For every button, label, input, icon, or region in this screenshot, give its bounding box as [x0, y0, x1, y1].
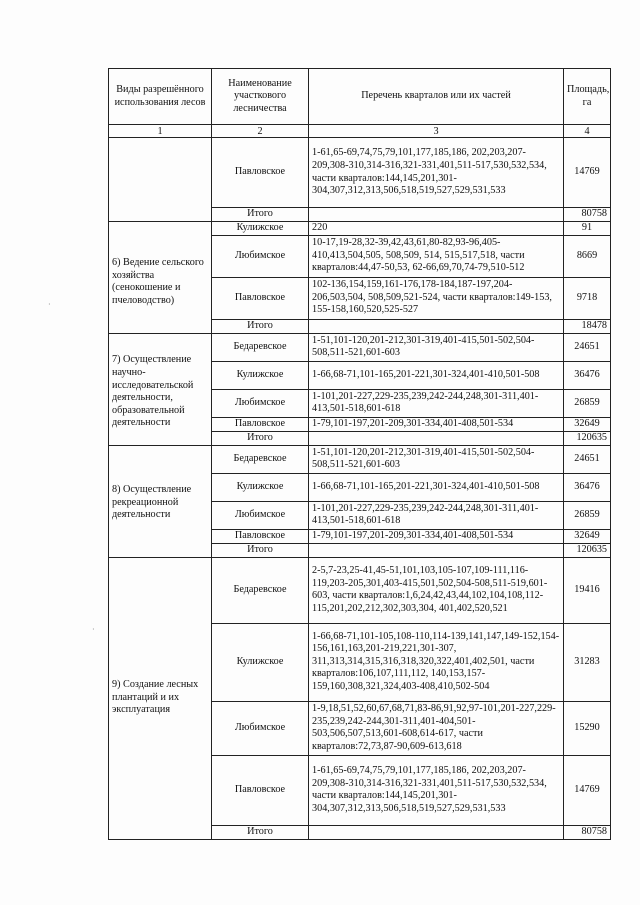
empty-cell — [309, 543, 564, 557]
area-value: 32649 — [564, 417, 611, 431]
use-type-cell: 7) Осуществление научно-исследовательской деятельности, образовательной деятельности — [109, 333, 212, 445]
area-value: 19416 — [564, 557, 611, 623]
area-value: 31283 — [564, 623, 611, 701]
area-value: 36476 — [564, 473, 611, 501]
quarter-list: 1-79,101-197,201-209,301-334,401-408,501-534 — [309, 529, 564, 543]
total-label: Итого — [212, 319, 309, 333]
quarter-list: 2-5,7-23,25-41,45-51,101,103,105-107,109-111,116-119,203-205,301,403-415,501,502,504-508,511-519,601-603, части кварталов:1,6,24,42,43,44,102,104,108,112-115,201,202,212,302,303,304, 401,402,520,521 — [309, 557, 564, 623]
forestry-name: Кулижское — [212, 222, 309, 236]
area-value: 26859 — [564, 501, 611, 529]
forestry-name: Кулижское — [212, 473, 309, 501]
use-type-cell: 8) Осуществление рекреационной деятельности — [109, 445, 212, 557]
total-value: 80758 — [564, 825, 611, 839]
area-value: 26859 — [564, 389, 611, 417]
use-type-cell — [109, 138, 212, 222]
quarter-list: 10-17,19-28,32-39,42,43,61,80-82,93-96,405-410,413,504,505, 508,509, 514, 515,517,518, части кварталов:44,47-50,53, 62-66,69,70,74-79,510-512 — [309, 235, 564, 277]
quarter-list: 1-61,65-69,74,75,79,101,177,185,186, 202,203,207-209,308-310,314-316,321-331,401,511-517,530,532,534, части кварталов:144,145,201,301-304,307,312,313,506,518,519,527,529,531,533 — [309, 755, 564, 825]
quarter-list: 1-66,68-71,101-165,201-221,301-324,401-410,501-508 — [309, 473, 564, 501]
area-value: 24651 — [564, 333, 611, 361]
forestry-name: Кулижское — [212, 623, 309, 701]
forestry-name: Бедаревское — [212, 445, 309, 473]
forestry-name: Кулижское — [212, 361, 309, 389]
scan-speck: · — [92, 625, 95, 634]
quarter-list: 1-61,65-69,74,75,79,101,177,185,186, 202,203,207-209,308-310,314-316,321-331,401,511-517,530,532,534, части кварталов:144,145,201,301-304,307,312,313,506,518,519,527,529,531,533 — [309, 138, 564, 208]
total-value: 80758 — [564, 208, 611, 222]
area-value: 91 — [564, 222, 611, 236]
forestry-name: Павловское — [212, 417, 309, 431]
table-row — [109, 222, 611, 236]
total-value: 120635 — [564, 431, 611, 445]
forestry-name: Бедаревское — [212, 333, 309, 361]
column-number: 3 — [309, 125, 564, 138]
header-quarters: Перечень кварталов или их частей — [309, 69, 564, 125]
table-row — [109, 445, 611, 473]
area-value: 9718 — [564, 277, 611, 319]
forestry-name: Павловское — [212, 529, 309, 543]
area-value: 24651 — [564, 445, 611, 473]
quarter-list: 1-66,68-71,101-165,201-221,301-324,401-410,501-508 — [309, 361, 564, 389]
total-value: 18478 — [564, 319, 611, 333]
column-number: 4 — [564, 125, 611, 138]
table-row — [109, 333, 611, 361]
forestry-name: Любимское — [212, 235, 309, 277]
table-row — [109, 138, 611, 208]
forestry-name: Любимское — [212, 389, 309, 417]
area-value: 15290 — [564, 701, 611, 755]
area-value: 14769 — [564, 138, 611, 208]
total-label: Итого — [212, 431, 309, 445]
quarter-list: 1-51,101-120,201-212,301-319,401-415,501-502,504-508,511-521,601-603 — [309, 333, 564, 361]
quarter-list: 220 — [309, 222, 564, 236]
quarter-list: 102-136,154,159,161-176,178-184,187-197,204-206,503,504, 508,509,521-524, части кварталов:149-153, 155-158,160,520,525-527 — [309, 277, 564, 319]
quarter-list: 1-51,101-120,201-212,301-319,401-415,501-502,504-508,511-521,601-603 — [309, 445, 564, 473]
total-label: Итого — [212, 825, 309, 839]
empty-cell — [309, 431, 564, 445]
quarter-list: 1-9,18,51,52,60,67,68,71,83-86,91,92,97-101,201-227,229-235,239,242-244,301-311,401-404,501-503,506,507,513,601-608,614-617, части кварталов:72,73,87-90,609-613,618 — [309, 701, 564, 755]
area-value: 36476 — [564, 361, 611, 389]
forestry-name: Павловское — [212, 755, 309, 825]
total-value: 120635 — [564, 543, 611, 557]
quarter-list: 1-79,101-197,201-209,301-334,401-408,501-534 — [309, 417, 564, 431]
quarter-list: 1-101,201-227,229-235,239,242-244,248,301-311,401-413,501-518,601-618 — [309, 501, 564, 529]
header-area: Площадь, га — [564, 69, 611, 125]
quarter-list: 1-101,201-227,229-235,239,242-244,248,301-311,401-413,501-518,601-618 — [309, 389, 564, 417]
total-label: Итого — [212, 208, 309, 222]
empty-cell — [309, 208, 564, 222]
area-value: 32649 — [564, 529, 611, 543]
empty-cell — [309, 825, 564, 839]
forestry-name: Бедаревское — [212, 557, 309, 623]
use-type-cell: 6) Ведение сельского хозяйства (сенокошение и пчеловодство) — [109, 222, 212, 334]
header-forestry: Наименование участкового лесничества — [212, 69, 309, 125]
column-number-row — [109, 125, 611, 138]
use-type-cell: 9) Создание лесных плантаций и их эксплуатация — [109, 557, 212, 839]
header-use-type: Виды разрешённого использования лесов — [109, 69, 212, 125]
column-number: 1 — [109, 125, 212, 138]
column-number: 2 — [212, 125, 309, 138]
area-value: 8669 — [564, 235, 611, 277]
empty-cell — [309, 319, 564, 333]
scan-speck: · — [48, 300, 51, 309]
table-row — [109, 557, 611, 623]
quarter-list: 1-66,68-71,101-105,108-110,114-139,141,147,149-152,154-156,161,163,201-219,221,301-307, 311,313,314,315,316,318,320,322,401,402,501, части кварталов:106,107,111,112, 140,153,157-159,160,308,321,324,403-408,410,502-504 — [309, 623, 564, 701]
forestry-name: Любимское — [212, 701, 309, 755]
total-label: Итого — [212, 543, 309, 557]
forestry-name: Павловское — [212, 138, 309, 208]
area-value: 14769 — [564, 755, 611, 825]
forestry-name: Павловское — [212, 277, 309, 319]
forestry-name: Любимское — [212, 501, 309, 529]
table-header-row — [109, 69, 611, 125]
forest-use-table — [108, 68, 611, 840]
